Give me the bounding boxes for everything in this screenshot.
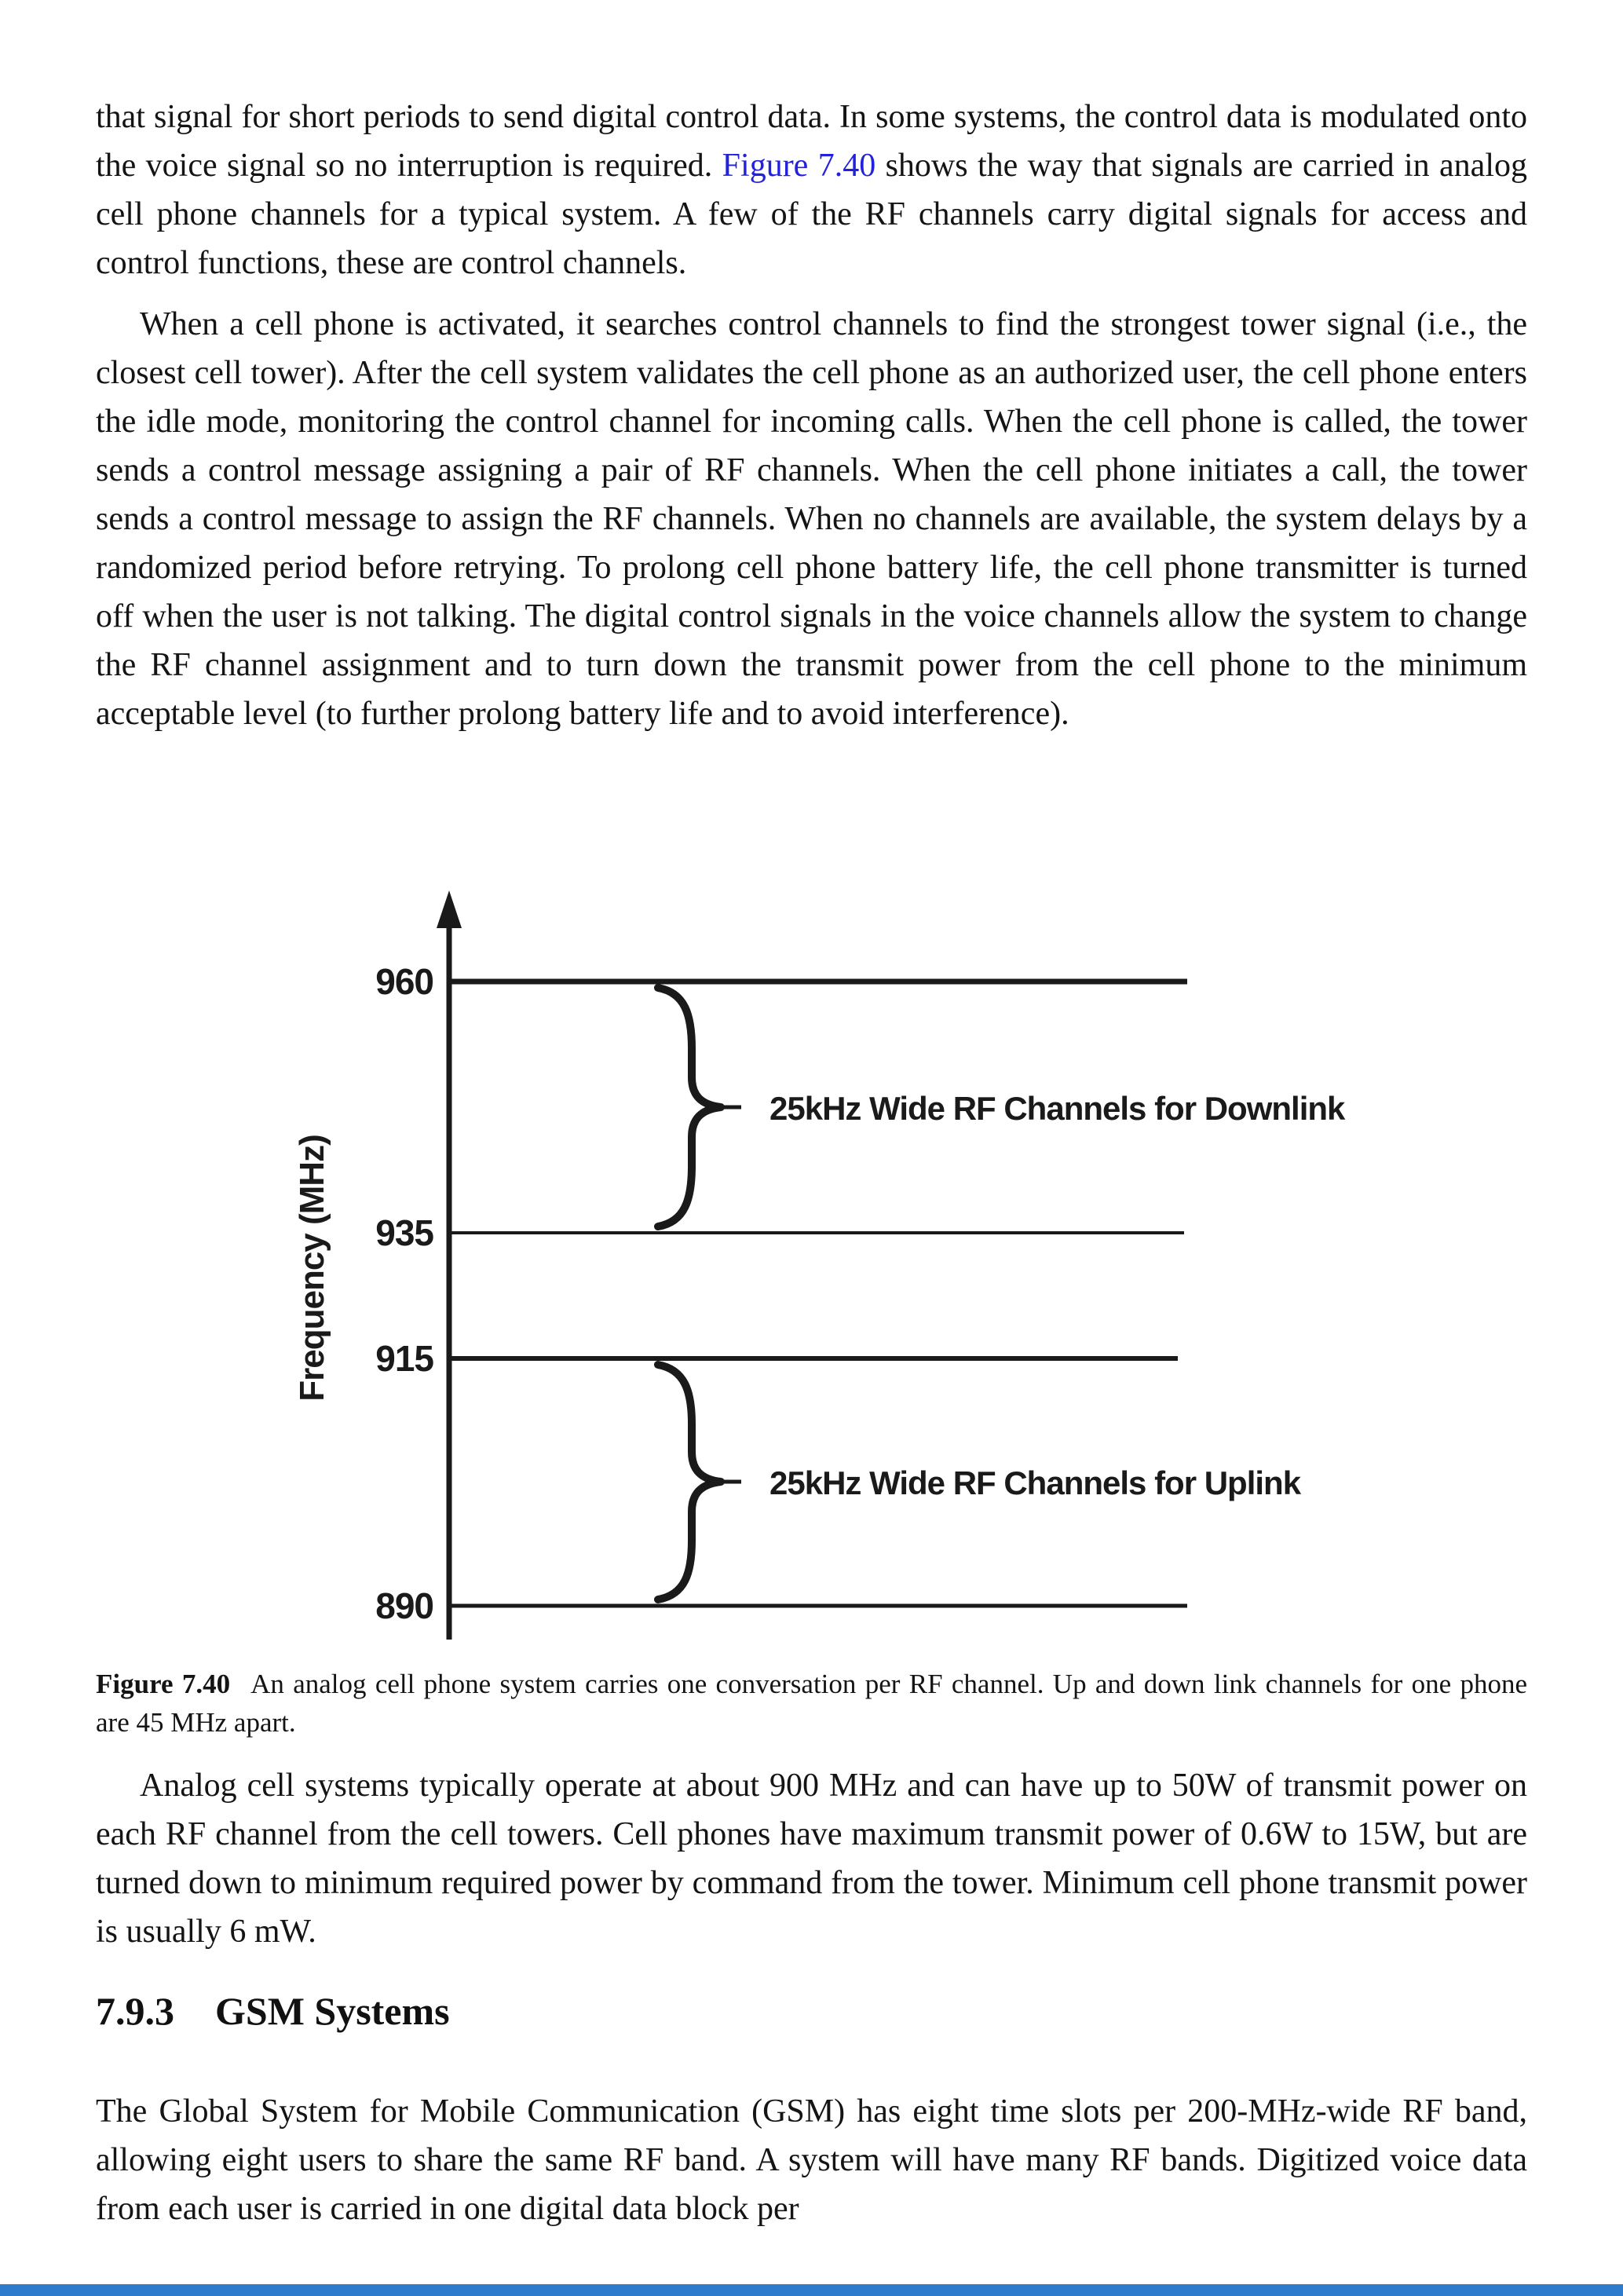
figure-740-link[interactable]: Figure 7.40 (722, 148, 876, 184)
paragraph-2: When a cell phone is activated, it searches control channels to find the strongest tower signal (i.e., the closest cell tower). After the cell system validates the cell phone as an authorized user, the cell phone enters the idle mode, monitoring the control channel for incoming calls. When the cell phone is called, the tower sends a control message assigning a pair of RF channels. When the cell phone initiates a call, the tower sends a control message to assign the RF channels. When no channels are available, the system delays by a randomized period before retrying. To prolong cell phone battery life, the cell phone transmitter is turned off when the user is not talking. The digital control signals in the voice channels allow the system to change the RF channel assignment and to turn down the transmit power from the cell phone to the minimum acceptable level (to further prolong battery life and to avoid interference). (96, 306, 1527, 732)
paragraph-1-before-link: that signal for short periods to send digital control data. In some systems, the control data is modulated onto the voice signal so no interruption is required. (96, 99, 1527, 184)
footer-bar (0, 2284, 1623, 2296)
paragraph-3: Analog cell systems typically operate at about 900 MHz and can have up to 50W of transmit power on each RF channel from the cell towers. Cell phones have maximum transmit power of 0.6W to 15W, but are turned down to minimum required power by command from the tower. Minimum cell phone transmit power is usually 6 mW. (96, 1768, 1527, 1950)
tick-label-935: 935 (375, 1212, 433, 1253)
figure-caption (96, 1665, 1527, 1742)
tick-label-915: 915 (375, 1338, 433, 1379)
paragraph-1 (96, 93, 1527, 287)
body-text-top (96, 93, 1527, 738)
y-axis-title: Frequency (MHz) (293, 1135, 331, 1402)
section-title: GSM Systems (215, 1989, 450, 2033)
downlink-brace (658, 988, 721, 1227)
figure-7-40 (0, 887, 1623, 1653)
paragraph-4: The Global System for Mobile Communication (GSM) has eight time slots per 200-MHz-wide RF band, allowing eight users to share the same RF band. A system will have many RF bands. Digitized voice data from each user is carried in one digital data block per (96, 2093, 1527, 2227)
tick-label-960: 960 (375, 961, 433, 1002)
section-heading (96, 1988, 1527, 2034)
downlink-band-label: 25kHz Wide RF Channels for Downlink (769, 1090, 1345, 1127)
y-axis-arrowhead-icon (437, 890, 462, 928)
frequency-band-diagram (267, 887, 1413, 1649)
figure-caption-label: Figure 7.40 (96, 1669, 231, 1699)
uplink-brace (658, 1365, 721, 1600)
uplink-band-label: 25kHz Wide RF Channels for Uplink (769, 1464, 1301, 1501)
section-number: 7.9.3 (96, 1989, 174, 2033)
body-text-mid (96, 1761, 1527, 1956)
paragraph-1-after-link: shows the way that signals are carried in analog cell phone channels for a typical system. A few of the RF channels carry digital signals for access and control functions, these are control channels. (96, 148, 1527, 281)
tick-label-890: 890 (375, 1585, 433, 1626)
figure-caption-text: An analog cell phone system carries one conversation per RF channel. Up and down link channels for one phone are 45 MHz apart. (96, 1669, 1527, 1738)
body-text-bottom (96, 2087, 1527, 2233)
